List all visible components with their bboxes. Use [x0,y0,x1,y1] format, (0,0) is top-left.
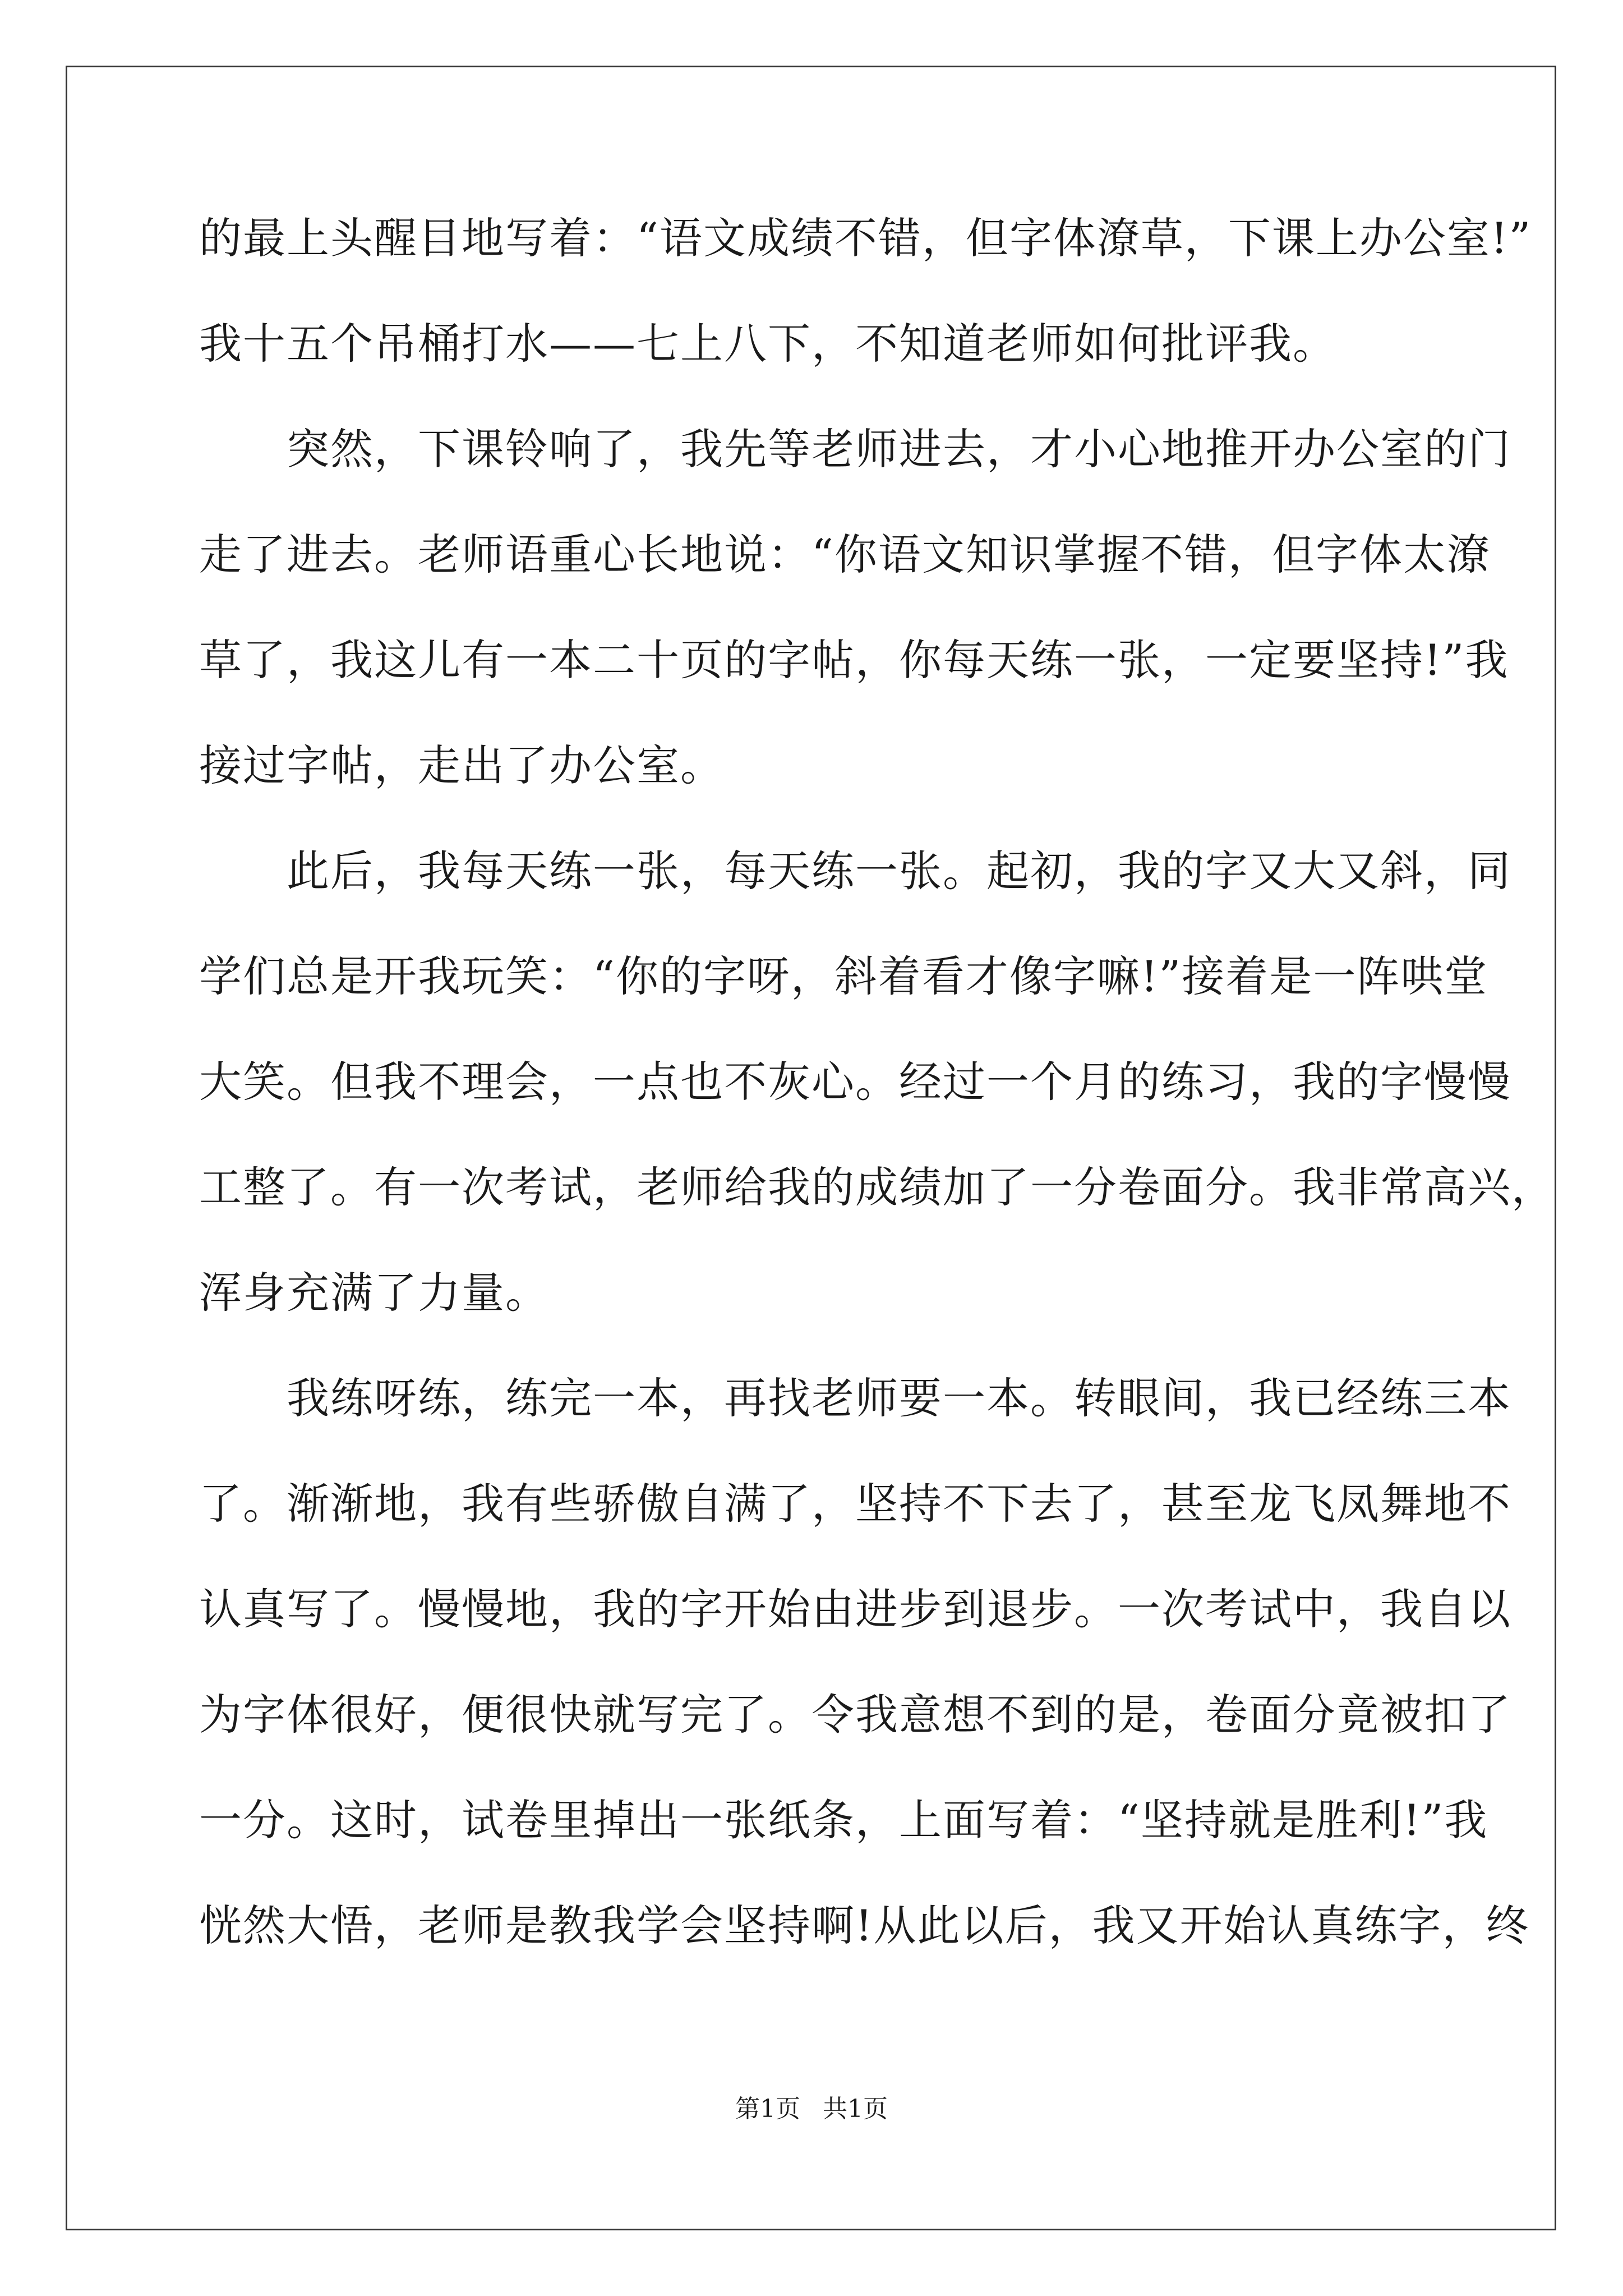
text-line: 接过字帖，走出了办公室。 [199,740,724,790]
text-line: 工整了。有一次考试，老师给我的成绩加了一分卷面分。我非常高兴， [199,1162,1555,1212]
text-line: 了。渐渐地，我有些骄傲自满了，坚持不下去了，甚至龙飞凤舞地不 [199,1479,1511,1529]
text-line: 大笑。但我不理会，一点也不灰心。经过一个月的练习，我的字慢慢 [199,1057,1511,1107]
text-line: 为字体很好，便很快就写完了。令我意想不到的是，卷面分竟被扣了 [199,1690,1511,1740]
text-line: 此后，我每天练一张，每天练一张。起初，我的字又大又斜，同 [199,846,1511,896]
page-number: 第1页 [735,2095,800,2123]
page-total: 共1页 [823,2095,888,2123]
text-line: 一分。这时，试卷里掉出一张纸条，上面写着：“坚持就是胜利!”我 [199,1795,1488,1845]
text-line: 的最上头醒目地写着：“语文成绩不错，但字体潦草，下课上办公室!” [199,213,1532,263]
text-line: 认真写了。慢慢地，我的字开始由进步到退步。一次考试中，我自以 [199,1584,1511,1634]
text-line: 恍然大悟，老师是教我学会坚持啊!从此以后，我又开始认真练字，终 [199,1901,1530,1950]
document-body [199,213,1555,1951]
text-line: 突然，下课铃响了，我先等老师进去，才小心地推开办公室的门 [199,424,1511,474]
text-line: 学们总是开我玩笑：“你的字呀，斜着看才像字嘛!”接着是一阵哄堂 [199,951,1488,1001]
text-line: 我练呀练，练完一本，再找老师要一本。转眼间，我已经练三本 [199,1373,1511,1423]
text-line: 草了，我这儿有一本二十页的字帖，你每天练一张，一定要坚持!”我 [199,635,1509,685]
text-line: 浑身充满了力量。 [199,1268,549,1318]
text-line: 我十五个吊桶打水——七上八下，不知道老师如何批评我。 [199,319,1336,369]
page-footer [0,2092,1623,2126]
text-line: 走了进去。老师语重心长地说：“你语文知识掌握不错，但字体太潦 [199,530,1491,579]
